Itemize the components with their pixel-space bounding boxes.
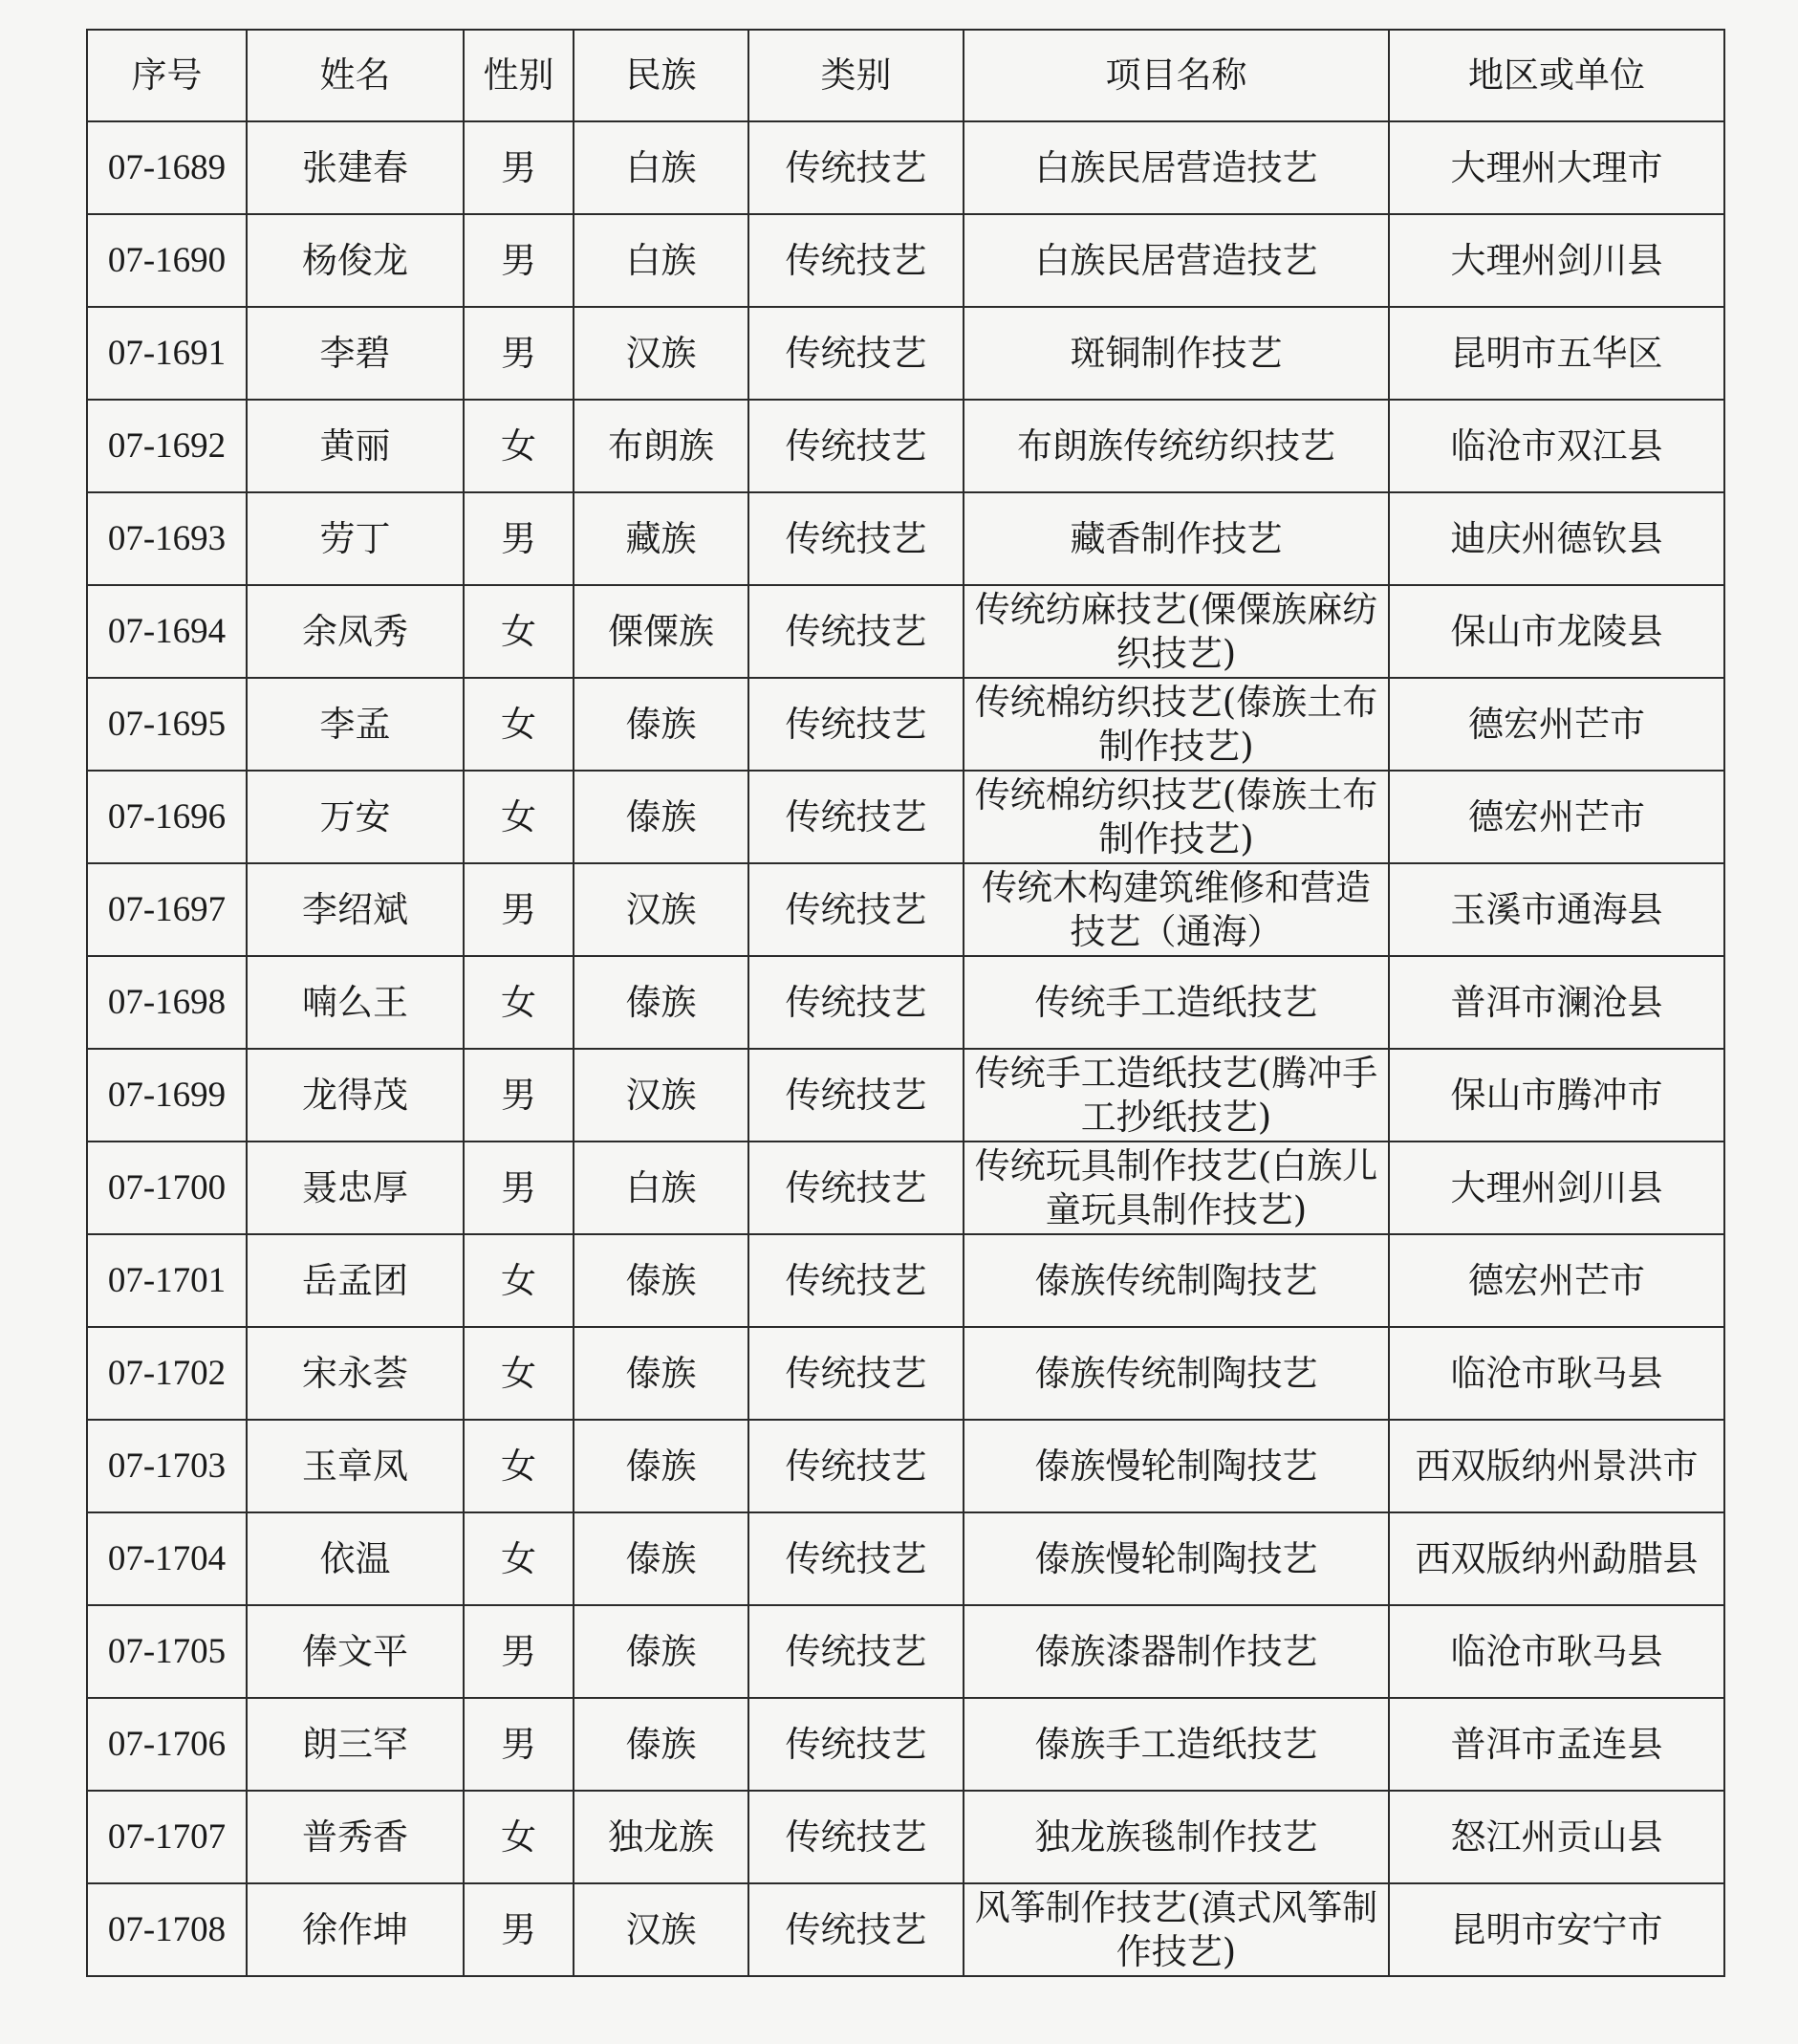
cell-project: 傣族传统制陶技艺 [964,1234,1389,1327]
cell-category: 传统技艺 [748,1327,964,1420]
cell-gender: 男 [464,307,574,400]
cell-name: 岳孟团 [247,1234,464,1327]
cell-ethnicity: 傣族 [574,1698,748,1791]
cell-ethnicity: 白族 [574,214,748,307]
cell-ethnicity: 汉族 [574,863,748,956]
cell-region: 大理州剑川县 [1389,214,1724,307]
cell-region: 德宏州芒市 [1389,1234,1724,1327]
cell-ethnicity: 傣族 [574,771,748,863]
cell-project: 傣族传统制陶技艺 [964,1327,1389,1420]
header-name: 姓名 [247,30,464,121]
cell-serial: 07-1690 [87,214,247,307]
header-serial: 序号 [87,30,247,121]
cell-category: 传统技艺 [748,585,964,678]
cell-serial: 07-1693 [87,492,247,585]
table-row [87,1420,1724,1512]
cell-project: 傣族慢轮制陶技艺 [964,1512,1389,1605]
cell-project: 传统纺麻技艺(傈僳族麻纺织技艺) [964,585,1389,678]
cell-serial: 07-1691 [87,307,247,400]
cell-ethnicity: 布朗族 [574,400,748,492]
cell-ethnicity: 汉族 [574,307,748,400]
cell-name: 依温 [247,1512,464,1605]
cell-gender: 女 [464,771,574,863]
table-row [87,956,1724,1049]
cell-region: 普洱市孟连县 [1389,1698,1724,1791]
cell-region: 玉溪市通海县 [1389,863,1724,956]
cell-category: 传统技艺 [748,1512,964,1605]
cell-project: 布朗族传统纺织技艺 [964,400,1389,492]
cell-ethnicity: 藏族 [574,492,748,585]
cell-name: 劳丁 [247,492,464,585]
cell-name: 李碧 [247,307,464,400]
cell-category: 传统技艺 [748,1698,964,1791]
cell-project: 傣族漆器制作技艺 [964,1605,1389,1698]
cell-ethnicity: 傈僳族 [574,585,748,678]
cell-gender: 男 [464,1605,574,1698]
cell-category: 传统技艺 [748,1049,964,1142]
cell-name: 李孟 [247,678,464,771]
cell-category: 传统技艺 [748,121,964,214]
cell-category: 传统技艺 [748,214,964,307]
cell-category: 传统技艺 [748,400,964,492]
cell-category: 传统技艺 [748,956,964,1049]
cell-category: 传统技艺 [748,678,964,771]
cell-region: 德宏州芒市 [1389,771,1724,863]
cell-serial: 07-1689 [87,121,247,214]
cell-project: 白族民居营造技艺 [964,121,1389,214]
cell-project: 斑铜制作技艺 [964,307,1389,400]
cell-gender: 女 [464,585,574,678]
cell-category: 传统技艺 [748,1234,964,1327]
cell-gender: 女 [464,1791,574,1883]
cell-gender: 男 [464,492,574,585]
cell-ethnicity: 傣族 [574,1512,748,1605]
cell-gender: 女 [464,1420,574,1512]
cell-name: 喃么王 [247,956,464,1049]
table-row [87,214,1724,307]
cell-ethnicity: 汉族 [574,1049,748,1142]
cell-region: 昆明市安宁市 [1389,1883,1724,1976]
cell-name: 普秀香 [247,1791,464,1883]
cell-category: 传统技艺 [748,1883,964,1976]
cell-project: 传统棉纺织技艺(傣族土布制作技艺) [964,678,1389,771]
cell-serial: 07-1703 [87,1420,247,1512]
cell-project: 傣族慢轮制陶技艺 [964,1420,1389,1512]
table-row [87,1883,1724,1976]
table-row [87,307,1724,400]
table-row [87,863,1724,956]
table-row [87,1605,1724,1698]
cell-category: 传统技艺 [748,492,964,585]
header-region: 地区或单位 [1389,30,1724,121]
table-row [87,678,1724,771]
cell-serial: 07-1700 [87,1142,247,1234]
cell-region: 德宏州芒市 [1389,678,1724,771]
cell-name: 宋永荟 [247,1327,464,1420]
cell-serial: 07-1699 [87,1049,247,1142]
cell-category: 传统技艺 [748,1420,964,1512]
cell-ethnicity: 傣族 [574,678,748,771]
cell-ethnicity: 汉族 [574,1883,748,1976]
table-row [87,585,1724,678]
cell-gender: 女 [464,1512,574,1605]
cell-serial: 07-1695 [87,678,247,771]
cell-serial: 07-1696 [87,771,247,863]
table-row [87,1142,1724,1234]
cell-name: 俸文平 [247,1605,464,1698]
cell-gender: 女 [464,956,574,1049]
cell-gender: 男 [464,863,574,956]
cell-gender: 男 [464,1883,574,1976]
cell-project: 傣族手工造纸技艺 [964,1698,1389,1791]
cell-region: 临沧市耿马县 [1389,1605,1724,1698]
cell-serial: 07-1707 [87,1791,247,1883]
cell-region: 昆明市五华区 [1389,307,1724,400]
cell-gender: 男 [464,214,574,307]
cell-name: 李绍斌 [247,863,464,956]
table-row [87,1327,1724,1420]
cell-region: 临沧市耿马县 [1389,1327,1724,1420]
cell-category: 传统技艺 [748,863,964,956]
cell-name: 玉章凤 [247,1420,464,1512]
cell-serial: 07-1694 [87,585,247,678]
cell-serial: 07-1697 [87,863,247,956]
cell-ethnicity: 傣族 [574,1234,748,1327]
cell-ethnicity: 独龙族 [574,1791,748,1883]
header-project: 项目名称 [964,30,1389,121]
header-gender: 性别 [464,30,574,121]
table-row [87,1049,1724,1142]
cell-ethnicity: 傣族 [574,1420,748,1512]
cell-serial: 07-1702 [87,1327,247,1420]
table-row [87,400,1724,492]
cell-region: 大理州剑川县 [1389,1142,1724,1234]
header-ethnicity: 民族 [574,30,748,121]
cell-category: 传统技艺 [748,1142,964,1234]
cell-region: 普洱市澜沧县 [1389,956,1724,1049]
table-row [87,1791,1724,1883]
cell-project: 传统木构建筑维修和营造技艺（通海） [964,863,1389,956]
cell-category: 传统技艺 [748,1791,964,1883]
cell-serial: 07-1701 [87,1234,247,1327]
cell-project: 白族民居营造技艺 [964,214,1389,307]
cell-gender: 女 [464,678,574,771]
table-row [87,1234,1724,1327]
cell-gender: 女 [464,1327,574,1420]
table-row [87,771,1724,863]
cell-ethnicity: 白族 [574,121,748,214]
cell-region: 西双版纳州勐腊县 [1389,1512,1724,1605]
cell-ethnicity: 白族 [574,1142,748,1234]
table-row [87,1698,1724,1791]
cell-name: 朗三罕 [247,1698,464,1791]
cell-project: 藏香制作技艺 [964,492,1389,585]
cell-ethnicity: 傣族 [574,1605,748,1698]
cell-name: 杨俊龙 [247,214,464,307]
cell-project: 传统棉纺织技艺(傣族土布制作技艺) [964,771,1389,863]
cell-region: 怒江州贡山县 [1389,1791,1724,1883]
cell-name: 徐作坤 [247,1883,464,1976]
cell-project: 风筝制作技艺(滇式风筝制作技艺) [964,1883,1389,1976]
cell-gender: 男 [464,1142,574,1234]
cell-gender: 男 [464,1049,574,1142]
cell-project: 传统手工造纸技艺(腾冲手工抄纸技艺) [964,1049,1389,1142]
table-header-row [87,30,1724,121]
cell-gender: 男 [464,1698,574,1791]
cell-category: 传统技艺 [748,307,964,400]
cell-region: 保山市龙陵县 [1389,585,1724,678]
cell-serial: 07-1705 [87,1605,247,1698]
cell-region: 大理州大理市 [1389,121,1724,214]
cell-region: 西双版纳州景洪市 [1389,1420,1724,1512]
cell-name: 龙得茂 [247,1049,464,1142]
cell-gender: 男 [464,121,574,214]
cell-region: 迪庆州德钦县 [1389,492,1724,585]
cell-ethnicity: 傣族 [574,956,748,1049]
cell-name: 余凤秀 [247,585,464,678]
table-row [87,1512,1724,1605]
table-row [87,492,1724,585]
cell-region: 临沧市双江县 [1389,400,1724,492]
cell-category: 传统技艺 [748,771,964,863]
cell-category: 传统技艺 [748,1605,964,1698]
cell-name: 万安 [247,771,464,863]
inheritor-table [86,29,1725,1977]
cell-project: 独龙族毯制作技艺 [964,1791,1389,1883]
header-category: 类别 [748,30,964,121]
cell-serial: 07-1706 [87,1698,247,1791]
cell-ethnicity: 傣族 [574,1327,748,1420]
cell-serial: 07-1692 [87,400,247,492]
cell-name: 聂忠厚 [247,1142,464,1234]
cell-serial: 07-1698 [87,956,247,1049]
cell-name: 黄丽 [247,400,464,492]
cell-project: 传统手工造纸技艺 [964,956,1389,1049]
cell-serial: 07-1708 [87,1883,247,1976]
cell-name: 张建春 [247,121,464,214]
cell-project: 传统玩具制作技艺(白族儿童玩具制作技艺) [964,1142,1389,1234]
table-row [87,121,1724,214]
cell-gender: 女 [464,1234,574,1327]
cell-serial: 07-1704 [87,1512,247,1605]
cell-gender: 女 [464,400,574,492]
cell-region: 保山市腾冲市 [1389,1049,1724,1142]
